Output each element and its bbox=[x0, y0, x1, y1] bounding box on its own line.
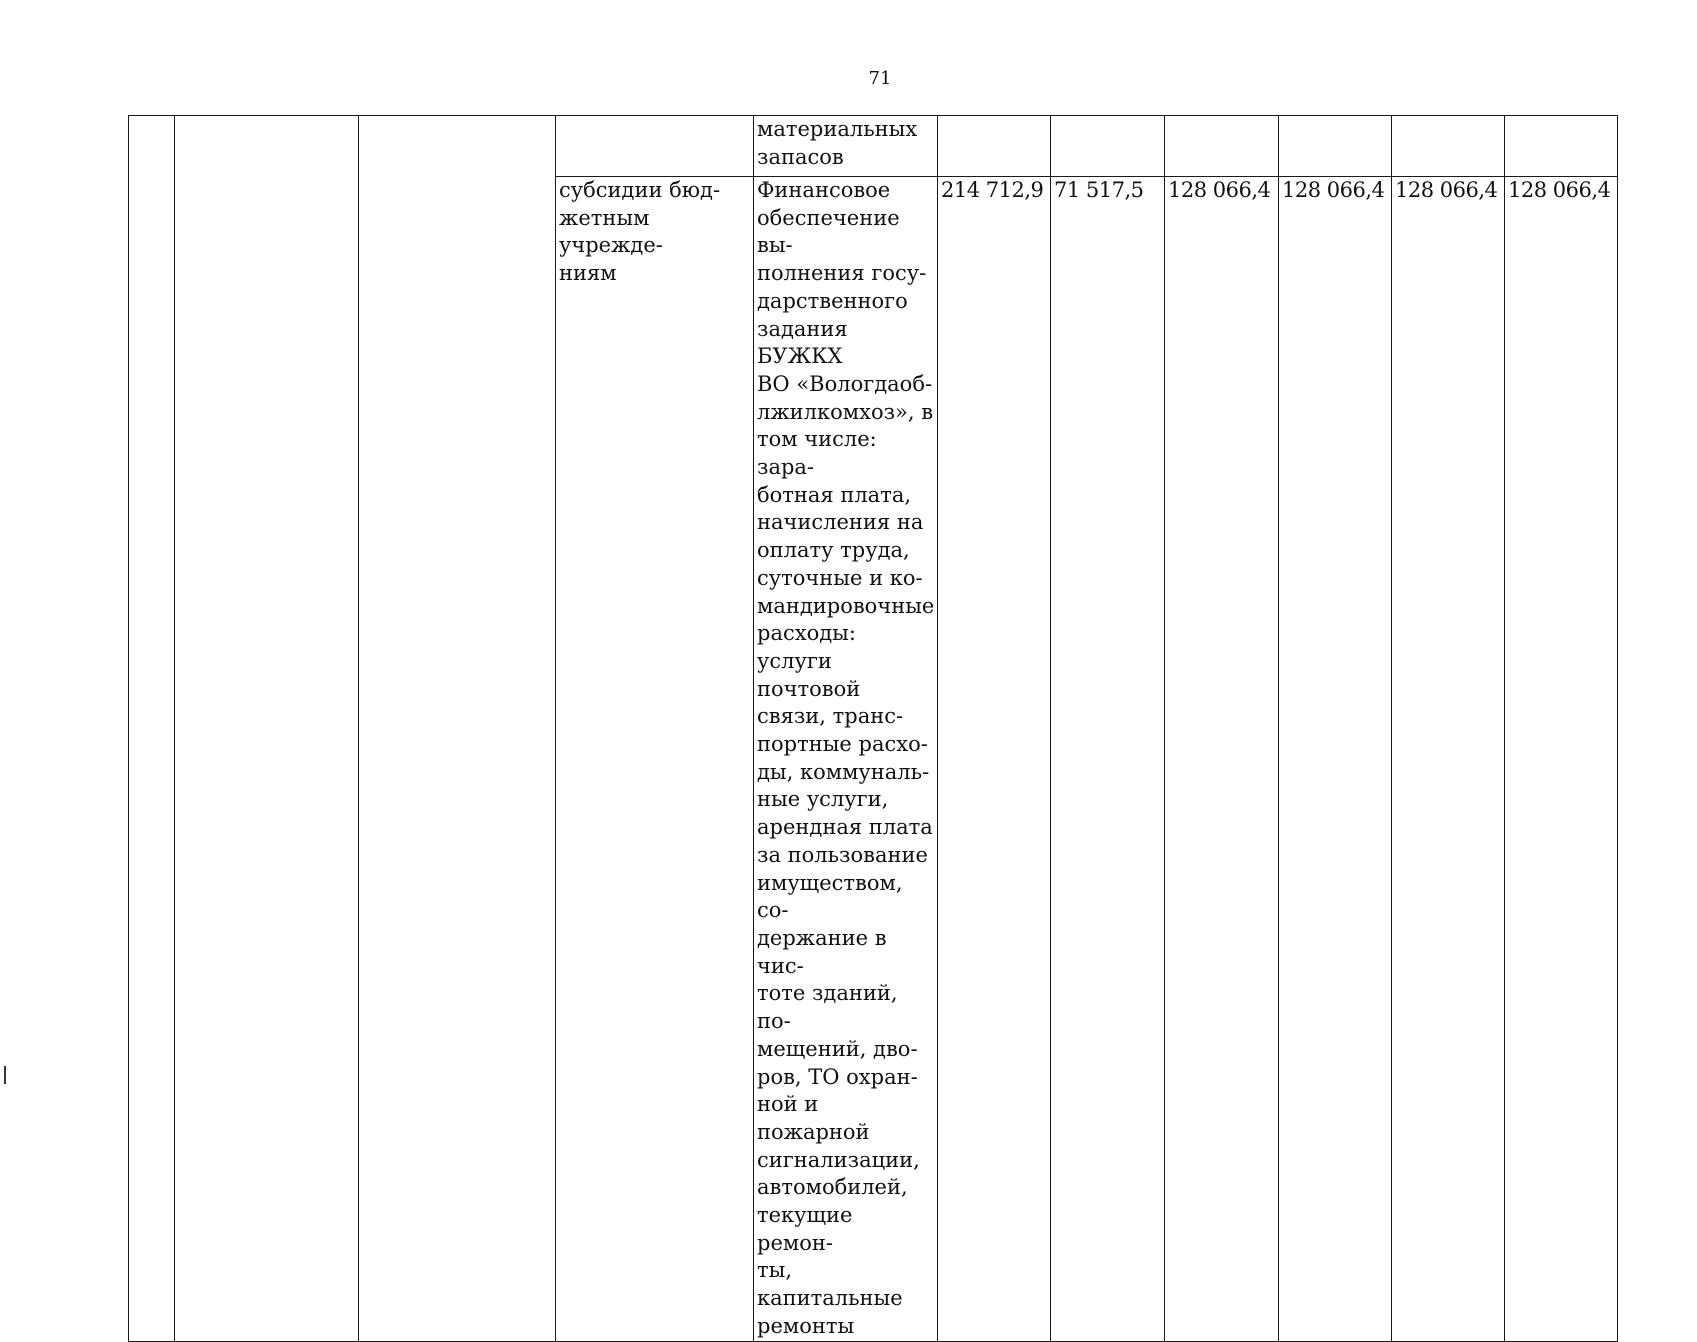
page-number: 71 bbox=[868, 68, 892, 89]
value-cell: 128 066,4 bbox=[1165, 177, 1279, 1342]
value-cell: 214 712,9 bbox=[938, 177, 1051, 1342]
expense-description-cell: материальных запасов bbox=[754, 116, 938, 177]
value-cell: 128 066,4 bbox=[1279, 177, 1392, 1342]
value-cell: 128 066,4 bbox=[1392, 177, 1505, 1342]
table-cell bbox=[359, 116, 556, 1342]
table-cell bbox=[1392, 116, 1505, 177]
scan-edge-mark bbox=[4, 1066, 6, 1084]
table-cell bbox=[1505, 116, 1618, 177]
table-cell bbox=[556, 116, 754, 177]
table-cell bbox=[129, 116, 175, 1342]
value-cell: 71 517,5 bbox=[1051, 177, 1165, 1342]
expense-description-cell: Финансовое обеспечение вы- полнения госу- дарственного задания БУЖКХ ВО «Вологдаоб- лжилкомхоз», в том числе: зара- ботная плата, начисления на оплату труда, суточные и ко- мандировочные расходы: услуги почтовой связи, транс- портные расхо- ды, коммуналь- ные услуги, арендная плата за пользование имуществом, со- держание в чис- тоте зданий, по- мещений, дво- ров, ТО охран- ной и пожарной сигнализации, автомобилей, текущие ремон- ты, капитальные ремонты bbox=[754, 177, 938, 1342]
table-cell bbox=[938, 116, 1051, 177]
table-cell bbox=[1279, 116, 1392, 177]
expense-type-cell: субсидии бюд- жетным учрежде- ниям bbox=[556, 177, 754, 1342]
table-cell bbox=[1051, 116, 1165, 177]
value-cell: 128 066,4 bbox=[1505, 177, 1618, 1342]
table-row bbox=[129, 116, 1618, 177]
budget-table bbox=[128, 115, 1618, 1342]
table-cell bbox=[1165, 116, 1279, 177]
table-cell bbox=[175, 116, 359, 1342]
